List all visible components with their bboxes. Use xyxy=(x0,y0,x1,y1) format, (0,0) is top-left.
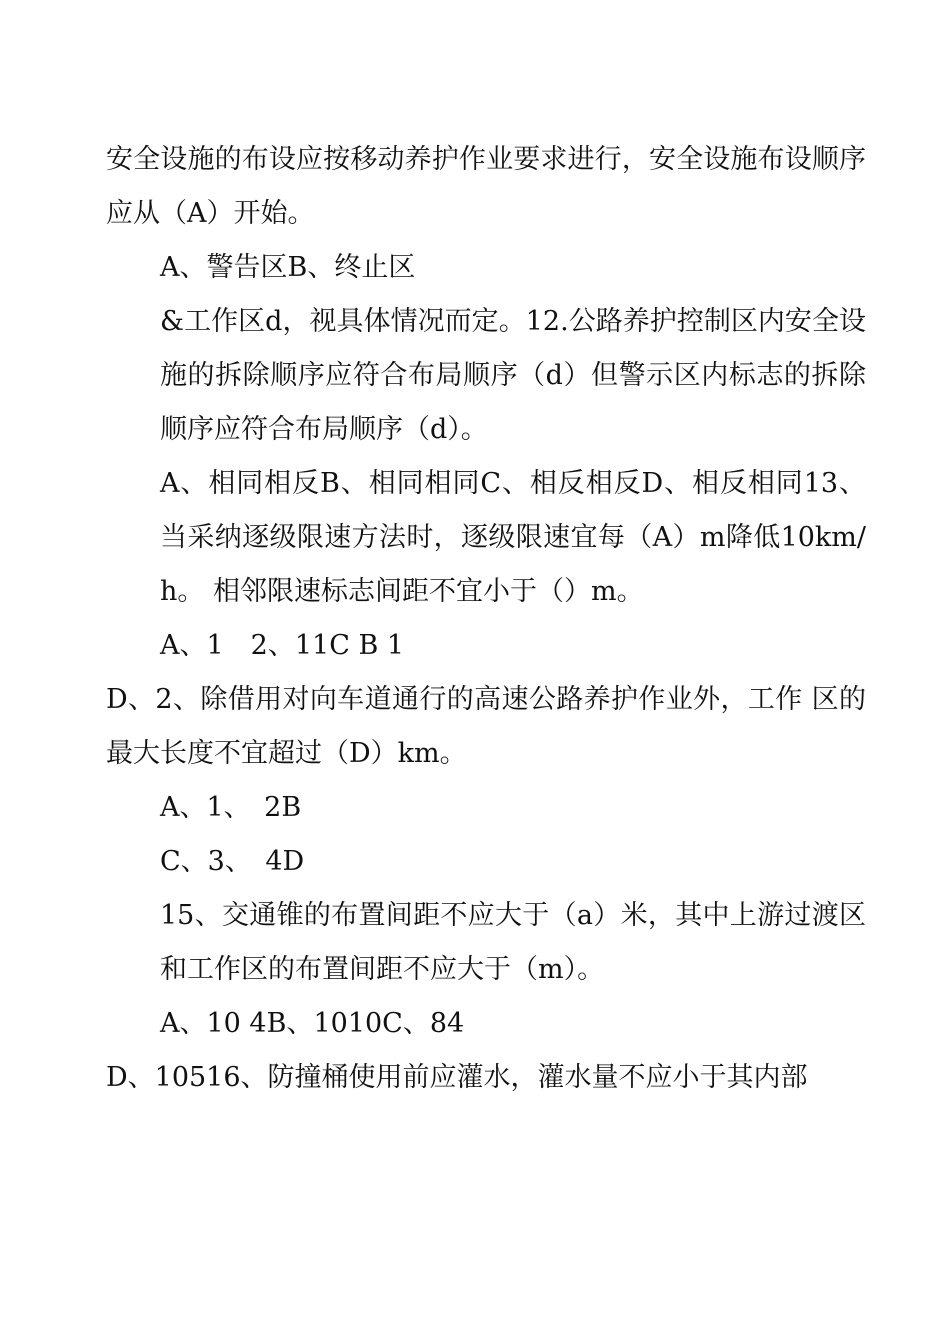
paragraph-2: A、警告区B、终止区 xyxy=(160,252,416,283)
paragraph-11: D、10516、防撞桶使用前应灌水，灌水量不应小于其内部 xyxy=(106,1062,808,1093)
paragraph-4: A、相同相反B、相同相同C、相反相反D、相反相同13、当采纳逐级限速方法时，逐级限速宜每（A）m降低10km/h。 相邻限速标志间距不宜小于（）m。 xyxy=(160,468,866,607)
paragraph-3: &工作区d，视具体情况而定。12.公路养护控制区内安全设施的拆除顺序应符合布局顺序（d）但警示区内标志的拆除 顺序应符合布局顺序（d）。 xyxy=(160,306,866,445)
paragraph-9: 15、交通锥的布置间距不应大于（a）米，其中上游过渡区和工作区的布置间距不应大于（m）。 xyxy=(160,900,866,985)
paragraph-6: D、2、除借用对向车道通行的高速公路养护作业外，工作 区的最大长度不宜超过（D）km。 xyxy=(106,684,866,769)
paragraph-8: C、3、 4D xyxy=(160,846,305,877)
paragraph-7: A、1、 2B xyxy=(160,792,302,823)
paragraph-10: A、10 4B、1010C、84 xyxy=(160,1008,465,1039)
paragraph-5: A、1 2、11C B 1 xyxy=(160,630,405,661)
paragraph-1: 安全设施的布设应按移动养护作业要求进行，安全设施布设顺序应从（A）开始。 xyxy=(106,144,866,229)
document-body xyxy=(106,133,866,1105)
